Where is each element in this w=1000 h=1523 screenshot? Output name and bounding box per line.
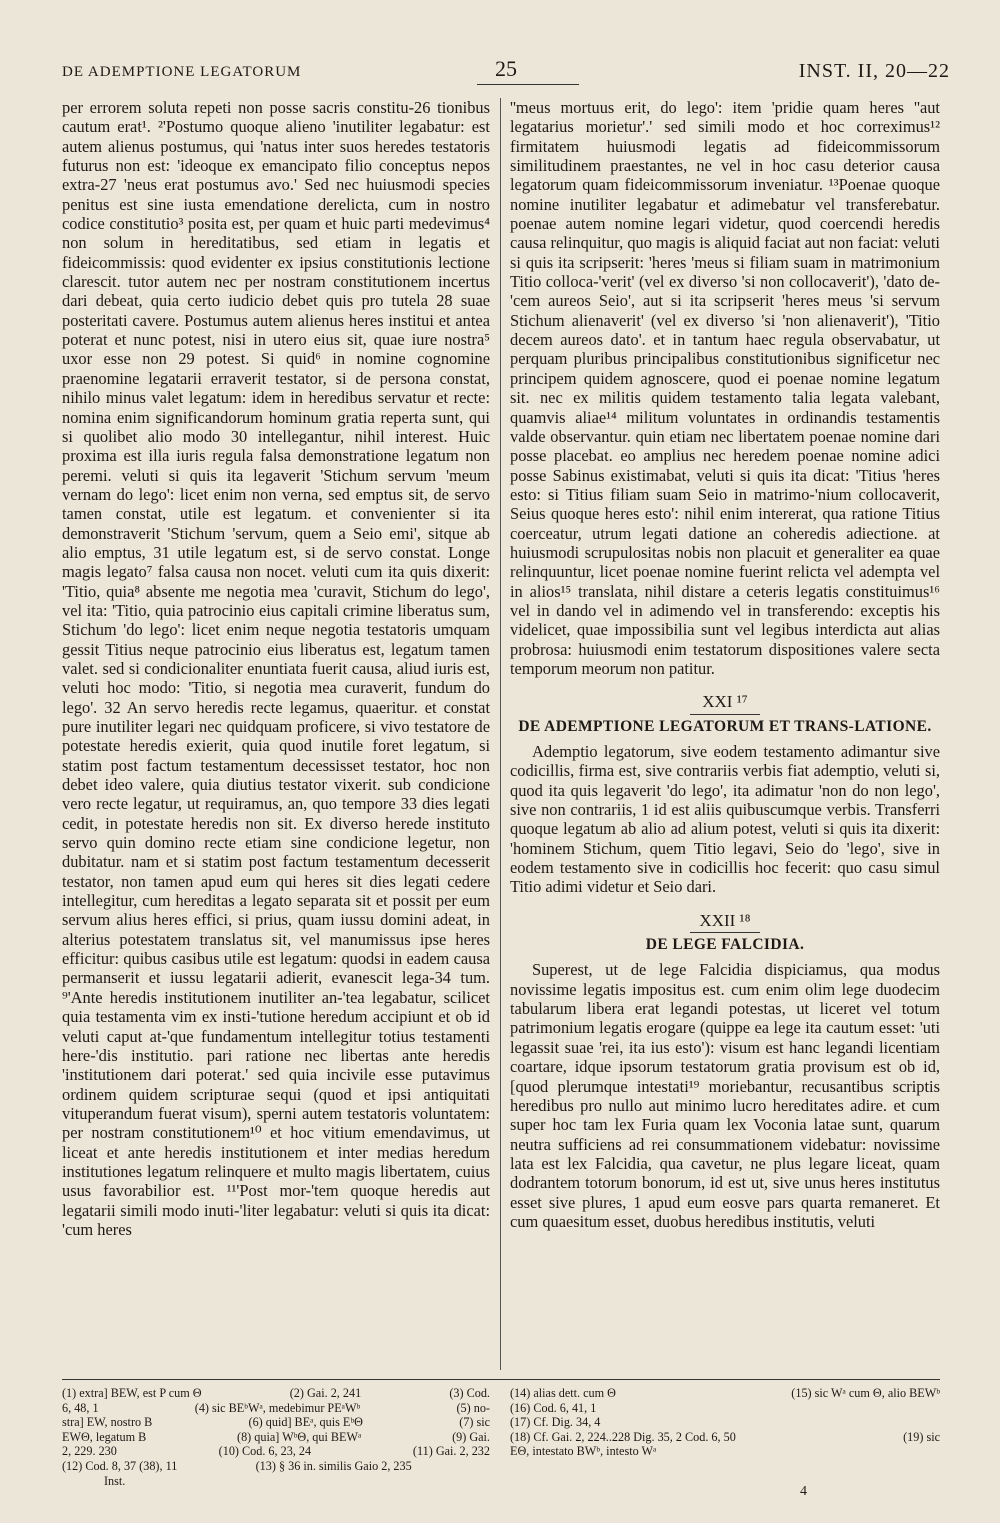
header-title: DE ADEMPTIONE LEGATORUM: [62, 64, 302, 80]
section-title-xxii: DE LEGE FALCIDIA.: [645, 936, 805, 954]
left-column: [62, 98, 490, 1370]
footnote-row: Inst.: [104, 1473, 126, 1488]
footnote-row: (12) Cod. 8, 37 (38), 11 (13) § 36 in. similis Gaio 2, 235: [62, 1458, 412, 1473]
footnote-row: EΘ, intestato BWᵇ, intesto Wᵃ: [510, 1444, 657, 1459]
right-column-text: ''meus mortuus erit, do lego': item 'pridie quam heres ''aut legatarius morietur'.' sed simili modo et hoc correximus¹² firmitatem huiusmodi legatis ad fideicommissorum similitudinem praestantes, ne vel in hoc casu deterior causa legatorum quam fideicommissorum inveniatur. ¹³Poenae quoque nomine inutiliter legabatur et adimebatur vel transferebatur. poenae autem nomine legari videtur, quod coercendi heredis causa relinquitur, quo magis is aliquid faciat aut non faciat: veluti si quis ita scripserit: 'heres 'meus si filiam suam in matrimonium Titio colloca-'verit' (vel ex diverso 'si non collocaverit'), 'dato de-'cem aureos Seio', aut si ita scripserit 'heres meus 'si servum Stichum alienaverit' (vel ex diverso 'si 'non alienaverit'), 'Titio decem aureos dato'. et in tantum haec regula observabatur, ut perquam pluribus principalibus constitutionibus significetur nec principem quidem agnoscere, quod ei poenae nomine legatum sit. nec ex militis quidem testamento talia legata valebant, quamvis aliae¹⁴ militum voluntates in ordinandis testamentis valde observantur. quin etiam nec libertatem poenae nomine dari posse placebat. eo amplius nec heredem poenae nomine adici posse Sabinus existimabat, veluti si quis ita dicat: 'Titius 'heres esto: si Titius filiam suam Seio in matrimo-'nium collocaverit, Seius quoque heres esto': nihil enim intererat, qua ratione Titius coerceatur, utrum legati datione an coheredis adiectione. at huiusmodi scrupulositas nobis non placuit et generaliter ea quae relinquuntur, licet poenae nomine fuerint relicta vel adempta vel in alios¹⁵ translata, nihil distare a ceteris legatis constituimus¹⁶ vel in dando vel in adimendo vel in transferendo: exceptis his videlicet, quae impossibilia sunt vel legibus interdicta aut alias probrosa: huiusmodi enim testatorum dispositiones valere secta temporum meorum non patitur.: [510, 98, 940, 678]
section-number-xxii: XXII ¹⁸: [510, 911, 940, 933]
footnote-row: (14) alias dett. cum Θ (15) sic Wᵃ cum Θ, alio BEWᵇ: [510, 1386, 940, 1400]
footnote-row: (16) Cod. 6, 41, 1: [510, 1400, 597, 1415]
left-column-text: per errorem soluta repeti non posse sacris constitu-26 tionibus cautum erat¹. ²'Postumo quoque alieno 'inutiliter legabatur: est autem alienus postumus, qui 'natus inter suos heredes testatoris futurus non est: 'ideoque ex emancipato filio conceptus nepos extra-27 'neus erat postumus avo.' Sed nec huiusmodi species penitus est sine iusta emendatione derelicta, cum in nostro codice constitutio³ posita est, per quam et huic parti medevimus⁴ non solum in hereditatibus, sed etiam in legatis et fideicommissis: quod evidenter ex ipsius constitutionis lectione clarescit. tutor autem nec per nostram constitutionem incertus dari debeat, quia certo iudicio debet quis pro tutela 28 suae posteritati cavere. Postumus autem alienus heres institui et antea poterat et nunc potest, nisi in utero eius sit, quae iure nostra⁵ uxor esse non 29 potest. Si quid⁶ in nomine cognomine praenomine legatarii erraverit testator, si de persona constat, nihilo minus valet legatum: idem in heredibus servatur et recte: nomina enim significandorum hominum gratia reperta sunt, qui si quolibet alio modo 30 intellegantur, nihil interest. Huic proxima est illa iuris regula falsa demonstratione legatum non peremi. veluti si quis ita legaverit 'Stichum servum 'meum vernam do lego': licet enim non verna, sed emptus sit, de servo tamen constat, utile est legatum. et convenienter si ita demonstraverit 'Stichum 'servum, quem a Seio emi', sitque ab alio emptus, 31 utile legatum est, si de servo constat. Longe magis legato⁷ falsa causa non nocet. veluti cum ita quis dixerit: 'Titio, quia⁸ absente me negotia mea 'curavit, Stichum do lego', vel ita: 'Titio, quia patrocinio eius capitali crimine liberatus sum, Stichum 'do lego': licet enim neque negotia testatoris umquam gessit Titius neque patrocinio eius liberatus est, legatum tamen valet. sed si condicionaliter enuntiata fuerit causa, aliud iuris est, veluti hoc modo: 'Titio, si negotia mea curaverit, fundum do lego'. 32 An servo heredis recte legamus, quaeritur. et constat pure inutiliter legari nec quidquam proficere, si vivo testatore de potestate heredis exierit, quia quod inutile foret legatum, si statim post factum testamentum decessisset testator, hoc non debet ideo valere, quia diutius testator vixerit. sub condicione vero recte legatur, ut requiramus, an, quo tempore 33 dies legati cedit, in potestate heredis non sit. Ex diverso herede instituto servo quin domino recte etiam sine condicione legetur, non dubitatur. nam et si statim post factum testamentum decesserit testator, non tamen apud eum qui heres sit dies legati cedere intellegitur, cum hereditas a legato separata sit et possit per eum servum alius heres effici, si prius, quam iussu domini adeat, in alterius potestatem translatus sit, vel manumissus ipse heres efficitur: quibus casibus utile est legatum: quodsi in eadem causa permanserit et iussu legatarii adierit, evanescit lega-34 tum. ⁹'Ante heredis institutionem inutiliter an-'tea legabatur, scilicet quia testamenta vim ex insti-'tutione heredum accipiunt et ob id veluti caput at-'que fundamentum intellegitur totius testamenti here-'dis institutio. pari ratione nec libertas ante heredis 'institutionem dari poterat.' sed quia incivile esse putavimus ordinem quidem scripturae sequi (quod et ipsi antiquitati vituperandum fuerat visum), sperni autem testatoris voluntatem: per nostram constitutionem¹⁰ et hoc vitium emendavimus, ut liceat et ante heredis institutionem et inter medias heredum institutiones legatum relinquere et multo magis libertatem, cuius usus favorabilior est. ¹¹'Post mor-'tem quoque heredis aut legatarii simili modo inuti-'liter legabatur: veluti si quis ita dicat: 'cum heres: [62, 98, 490, 1239]
header-reference: INST. II, 20—22: [798, 60, 950, 82]
section-text-xxii: Superest, ut de lege Falcidia dispiciamus, qua modus novissime legatis impositus est. cum enim olim lege duodecim tabularum libera erat legandi potestas, ut liceret vel totum patrimonium legatis erogare (quippe ea lege ita cautum esset: 'uti legassit suae 'rei, ita ius esto'): visum est hanc legandi licentiam coartare, idque ipsorum testatorum gratia provisum est ob id, [quod plerumque intestati¹⁹ moriebantur, recusantibus scriptis heredibus pro nullo aut minimo lucro hereditates adire. et cum super hoc tam lex Furia quam lex Voconia latae sunt, quarum neutra sufficiens ad rei consummationem videbatur: novissime lata est lex Falcidia, qua cavetur, ne plus legare liceat, quam dodrantem totorum bonorum, id est ut, sive unus heres institutus esset sive plures, 1 apud eum eosve pars quarta remaneret. Et cum quaesitum esset, duobus heredibus institutis, veluti: [510, 960, 940, 1231]
page-number: 25: [495, 56, 517, 81]
footnote-row: stra] EW, nostro B (6) quid] BEᵃ, quis EᵇΘ (7) sic: [62, 1415, 490, 1430]
column-divider: [500, 98, 501, 1370]
footnote-row: (18) Cf. Gai. 2, 224..228 Dig. 35, 2 Cod. 6, 50 (19) sic: [510, 1429, 940, 1444]
footnote-row: (1) extra] BEW, est P cum Θ (2) Gai. 2, 241 (3) Cod.: [62, 1386, 490, 1400]
footnote-rule: [62, 1379, 940, 1380]
footnote-row: EWΘ, legatum B (8) quia] WᵇΘ, qui BEWᵃ (9) Gai.: [62, 1429, 490, 1444]
footnote-row: 2, 229. 230 (10) Cod. 6, 23, 24 (11) Gai. 2, 232: [62, 1444, 490, 1459]
footnotes-right: [510, 1386, 940, 1459]
footnotes-left: [62, 1386, 490, 1488]
section-number-xxi: XXI ¹⁷: [510, 692, 940, 714]
header-rule: [477, 84, 579, 85]
section-title-xxi: DE ADEMPTIONE LEGATORUM ET TRANS-LATIONE.: [518, 717, 932, 735]
footnote-row: (17) Cf. Dig. 34, 4: [510, 1415, 601, 1430]
signature-mark: 4: [800, 1484, 807, 1499]
footnote-row: 6, 48, 1 (4) sic BEᵇWᵃ, medebimur PEᵃWᵇ (5) no-: [62, 1400, 490, 1415]
running-header: [62, 56, 950, 88]
right-column: [510, 98, 940, 1370]
section-text-xxi: Ademptio legatorum, sive eodem testamento adimantur sive codicillis, firma est, sive contrariis verbis fiat ademptio, veluti si, quod ita quis legaverit 'do lego', ita adimatur 'non do non lego', sive non contrariis, 1 id est aliis quibuscumque verbis. Transferri quoque legatum ab alio ad alium potest, veluti si quis ita dixerit: 'hominem Stichum, quem Titio legavi, Seio do 'lego', sive in eodem testamento sive in codicillis hoc fecerit: quo casu simul Titio adimi videtur et Seio dari.: [510, 742, 940, 897]
